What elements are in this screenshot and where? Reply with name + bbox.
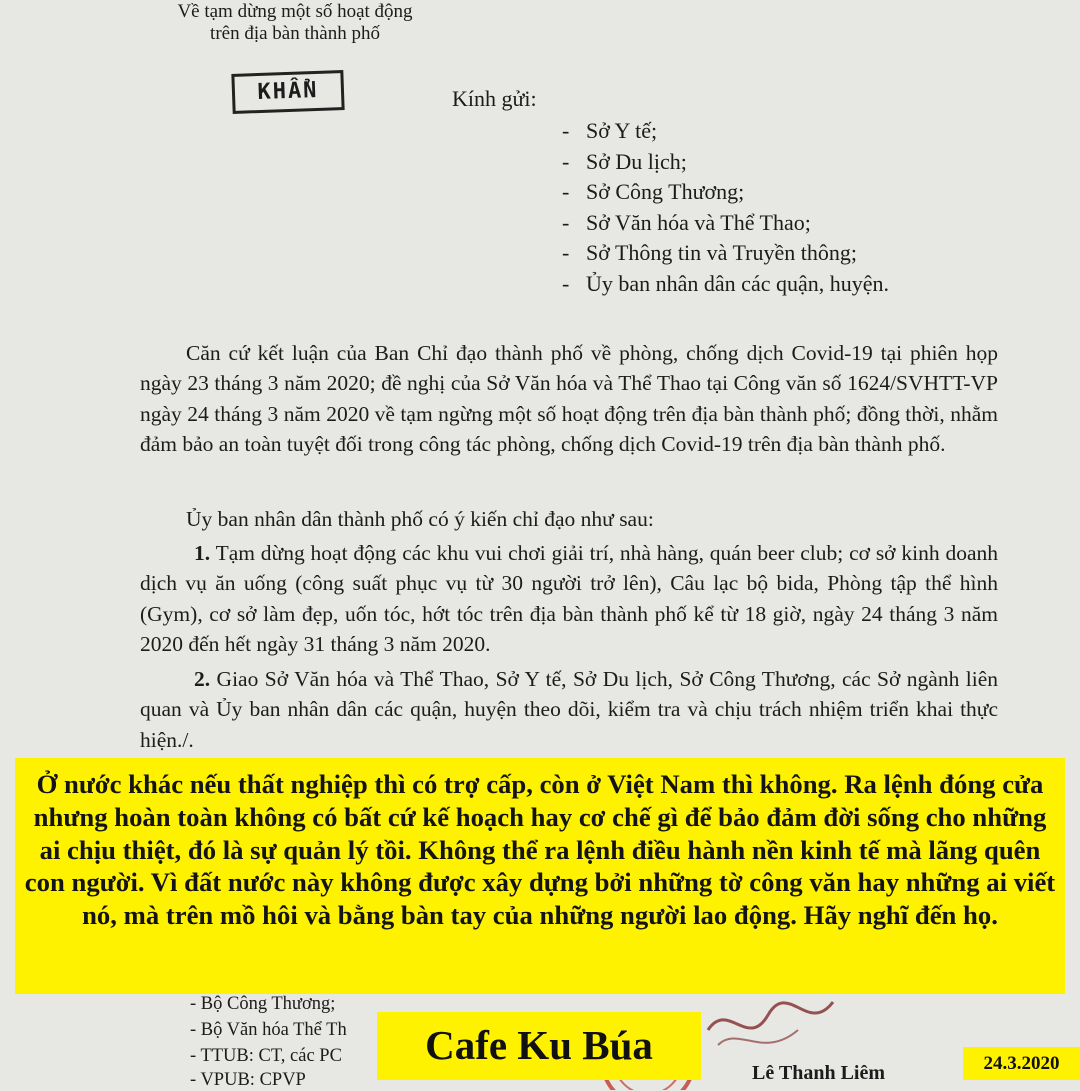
recipient-item <box>562 238 889 269</box>
recipient-item <box>562 177 889 208</box>
directive-item-1 <box>140 538 998 660</box>
cc-recipient: - TTUB: CT, các PC <box>190 1046 342 1066</box>
bullet-dash: - <box>562 179 570 204</box>
bullet-dash: - <box>562 209 570 235</box>
bullet-dash: - <box>562 118 570 143</box>
directive-item-2 <box>140 664 998 755</box>
cc-recipient: - VPUB: CPVP <box>190 1070 306 1090</box>
item-number: 1. <box>194 541 211 565</box>
recipient-text: Sở Thông tin và Truyền thông; <box>586 240 857 265</box>
recipient-item <box>562 269 889 300</box>
item-text: Tạm dừng hoạt động các khu vui chơi giải trí, nhà hàng, quán beer club; cơ sở kinh doanh dịch vụ ăn uống (công suất phục vụ từ 30 người trở lên), Câu lạc bộ bida, Phòng tập thể hình (Gym), cơ sở làm đẹp, uốn tóc, hớt tóc trên địa bàn thành phố kể từ 18 giờ, ngày 24 tháng 3 năm 2020 đến hết ngày 31 tháng 3 năm 2020. <box>140 541 998 657</box>
greeting: Kính gửi: <box>452 86 537 111</box>
recipient-item <box>562 116 889 147</box>
recipient-item <box>562 147 889 178</box>
bullet-dash: - <box>562 148 570 174</box>
directive-intro: Ủy ban nhân dân thành phố có ý kiến chỉ đạo như sau: <box>186 507 654 531</box>
document-subject-line-2: trên địa bàn thành phố <box>210 23 380 44</box>
item-number: 2. <box>194 667 211 691</box>
recipient-text: Sở Công Thương; <box>586 179 745 204</box>
signer-name: Lê Thanh Liêm <box>752 1062 885 1084</box>
recipient-list <box>562 116 889 299</box>
recipient-item <box>562 208 889 239</box>
brand-label: Cafe Ku Búa <box>377 1012 701 1080</box>
bullet-dash: - <box>562 270 570 296</box>
recipient-text: Ủy ban nhân dân các quận, huyện. <box>586 270 890 296</box>
cc-recipient: - Bộ Văn hóa Thể Th <box>190 1020 347 1040</box>
recipient-text: Sở Y tế; <box>586 118 658 143</box>
cc-recipient: - Bộ Công Thương; <box>190 994 336 1014</box>
commentary-caption: Ở nước khác nếu thất nghiệp thì có trợ cấp, còn ở Việt Nam thì không. Ra lệnh đóng cửa nhưng hoàn toàn không có bất cứ kế hoạch hay cơ chế gì để bảo đảm đời sống cho những ai chịu thiệt, đó là sự quản lý tồi. Không thể ra lệnh điều hành nền kinh tế mà lãng quên con người. Vì đất nước này không được xây dựng bởi những tờ công văn hay những ai viết nó, mà trên mồ hôi và bằng bàn tay của những người lao động. Hãy nghĩ đến họ. <box>15 758 1065 994</box>
document-subject-line-1: Về tạm dừng một số hoạt động <box>177 1 413 22</box>
preamble-paragraph: Căn cứ kết luận của Ban Chỉ đạo thành phố về phòng, chống dịch Covid-19 tại phiên họp ngày 23 tháng 3 năm 2020; đề nghị của Sở Văn hóa và Thể Thao tại Công văn số 1624/SVHTT-VP ngày 24 tháng 3 năm 2020 về tạm ngừng một số hoạt động trên địa bàn thành phố; đồng thời, nhằm đảm bảo an toàn tuyệt đối trong công tác phòng, chống dịch Covid-19 trên địa bàn thành phố. <box>140 341 998 457</box>
urgent-stamp: KHẨN <box>231 70 344 114</box>
date-label: 24.3.2020 <box>963 1047 1080 1080</box>
recipient-text: Sở Văn hóa và Thể Thao; <box>586 209 811 235</box>
bullet-dash: - <box>562 240 570 265</box>
recipient-text: Sở Du lịch; <box>586 148 687 174</box>
item-text: Giao Sở Văn hóa và Thể Thao, Sở Y tế, Sở Du lịch, Sở Công Thương, các Sở ngành liên quan và Ủy ban nhân dân các quận, huyện theo dõi, kiểm tra và chịu trách nhiệm triển khai thực hiện./. <box>140 667 999 752</box>
